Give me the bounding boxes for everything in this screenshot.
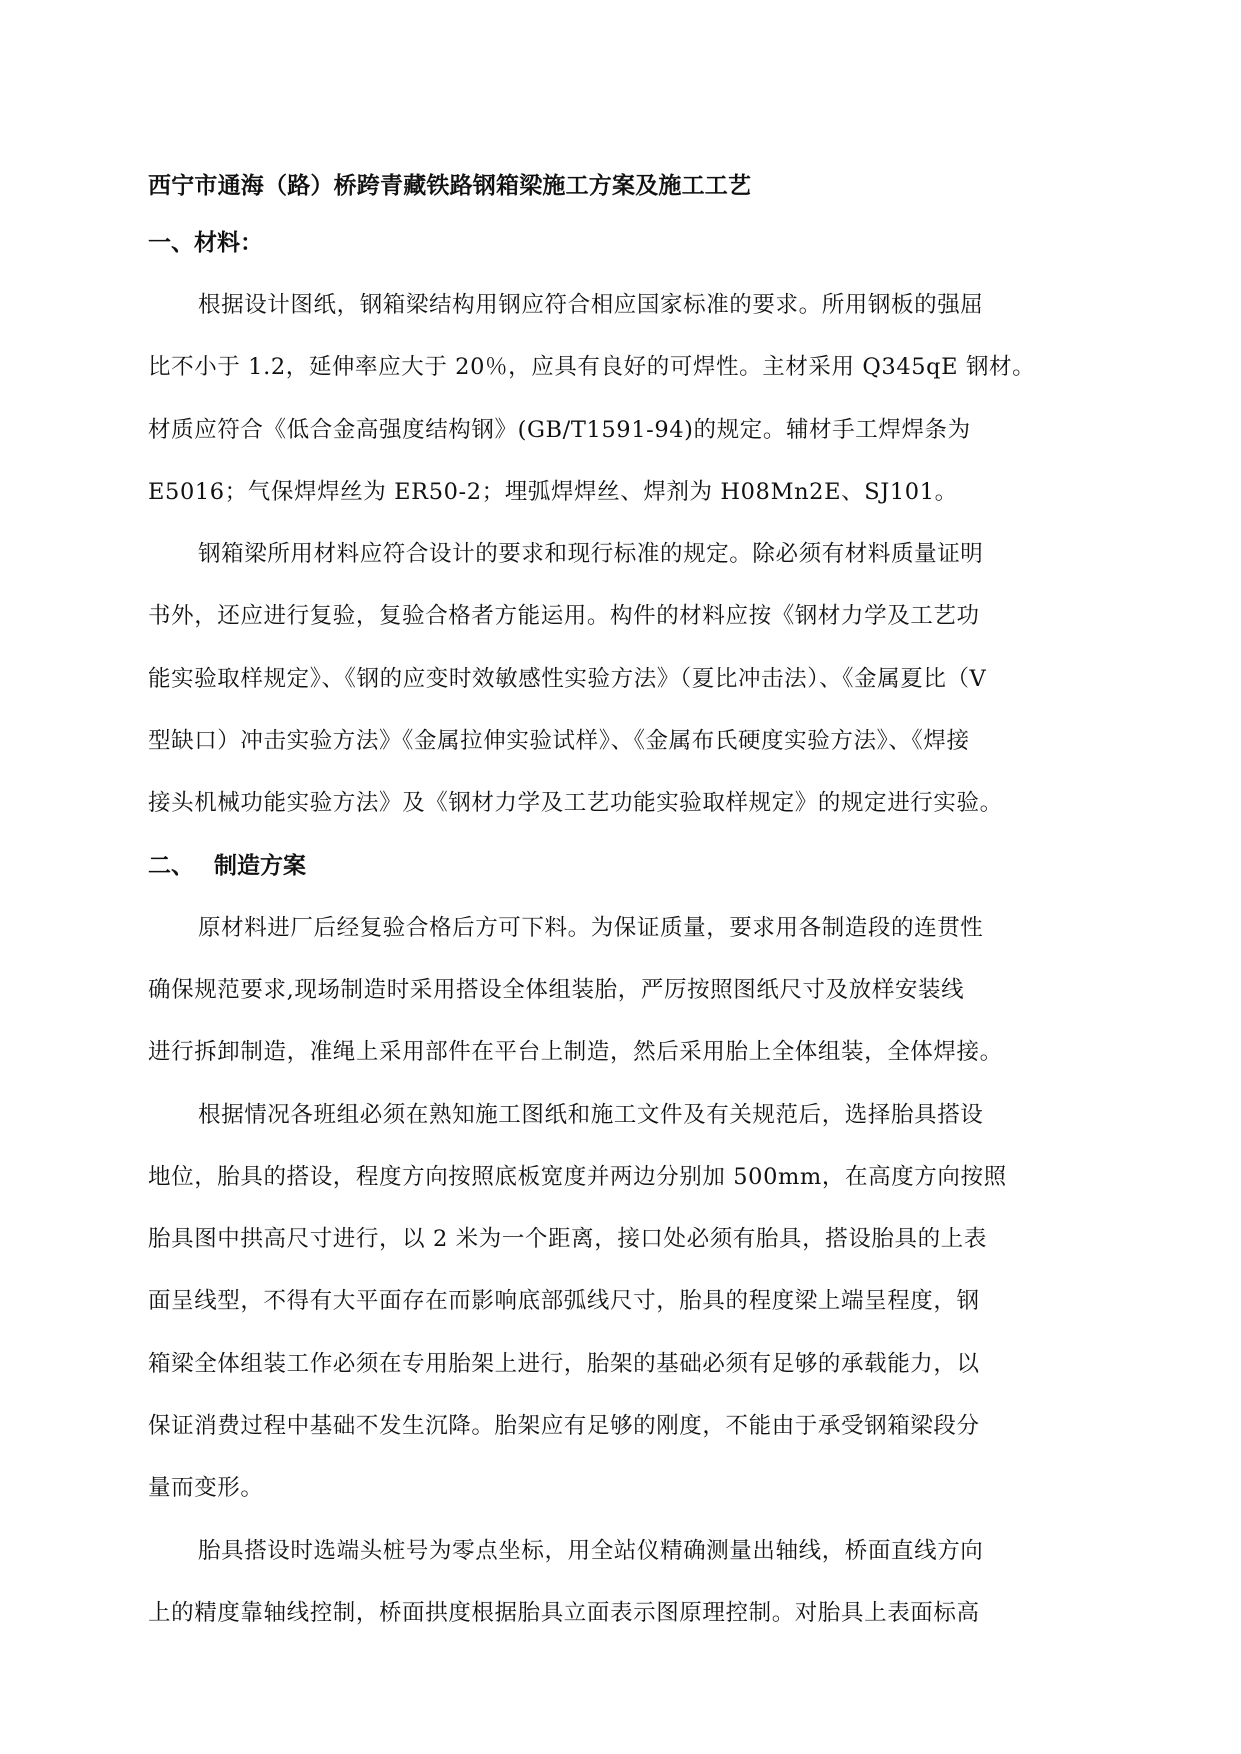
text-line: 地位，胎具的搭设，程度方向按照底板宽度并两边分别加 500mm，在高度方向按照 — [148, 1163, 1007, 1190]
text-line: 胎具搭设时选端头桩号为零点坐标，用全站仪精确测量出轴线，桥面直线方向 — [198, 1537, 984, 1564]
paragraph — [148, 1084, 1116, 1520]
text-line: 比不小于 1.2，延伸率应大于 20％，应具有良好的可焊性。主材采用 Q345qE 钢材。 — [148, 354, 1036, 381]
section-title: 制造方案 — [214, 852, 306, 879]
paragraph — [148, 1520, 1116, 1645]
text-line: 材质应符合《低合金高强度结构钢》(GB/T1591-94)的规定。辅材手工焊焊条为 — [148, 416, 971, 443]
text-line: 能实验取样规定》、《钢的应变时效敏感性实验方法》（夏比冲击法）、《金属夏比（V — [148, 665, 987, 692]
text-line: 确保规范要求,现场制造时采用搭设全体组装胎，严厉按照图纸尺寸及放样安装线 — [148, 976, 965, 1003]
text-line: 面呈线型，不得有大平面存在而影响底部弧线尺寸，胎具的程度梁上端呈程度，钢 — [148, 1288, 980, 1315]
document-page — [148, 160, 1116, 1644]
text-line: 上的精度靠轴线控制，桥面拱度根据胎具立面表示图原理控制。对胎具上表面标高 — [148, 1599, 980, 1626]
paragraph — [148, 274, 1116, 523]
text-line: 根据设计图纸，钢箱梁结构用钢应符合相应国家标准的要求。所用钢板的强屈 — [198, 292, 984, 318]
text-line: 胎具图中拱高尺寸进行，以 2 米为一个距离，接口处必须有胎具，搭设胎具的上表 — [148, 1226, 987, 1253]
text-line: 量而变形。 — [148, 1475, 264, 1502]
text-line: 根据情况各班组必须在熟知施工图纸和施工文件及有关规范后，选择胎具搭设 — [198, 1101, 984, 1128]
paragraph — [148, 523, 1116, 834]
text-line: 保证消费过程中基础不发生沉降。胎架应有足够的刚度，不能由于承受钢箱梁段分 — [148, 1413, 980, 1440]
text-line: 进行拆卸制造，准绳上采用部件在平台上制造，然后采用胎上全体组装，全体焊接。 — [148, 1039, 1003, 1066]
section-heading-manufacturing-plan — [148, 835, 1116, 897]
section-number: 二、 — [148, 852, 194, 879]
text-line: E5016；气保焊焊丝为 ER50-2；埋弧焊焊丝、焊剂为 H08Mn2E、SJ101。 — [148, 478, 958, 505]
text-line: 型缺口）冲击实验方法》《金属拉伸实验试样》、《金属布氏硬度实验方法》、《焊接 — [148, 728, 970, 755]
text-line: 原材料进厂后经复验合格后方可下料。为保证质量，要求用各制造段的连贯性 — [198, 914, 984, 941]
text-line: 接头机械功能实验方法》及《钢材力学及工艺功能实验取样规定》的规定进行实验。 — [148, 790, 1003, 817]
section-title: 材料： — [194, 230, 263, 256]
document-title: 西宁市通海（路）桥跨青藏铁路钢箱梁施工方案及施工工艺 — [148, 173, 752, 199]
paragraph — [148, 897, 1116, 1084]
text-line: 箱梁全体组装工作必须在专用胎架上进行，胎架的基础必须有足够的承载能力，以 — [148, 1350, 980, 1377]
section-heading-materials — [148, 212, 1116, 274]
text-line: 书外，还应进行复验，复验合格者方能运用。构件的材料应按《钢材力学及工艺功 — [148, 603, 980, 630]
text-line: 钢箱梁所用材料应符合设计的要求和现行标准的规定。除必须有材料质量证明 — [198, 541, 984, 568]
section-number: 一、 — [148, 230, 194, 256]
